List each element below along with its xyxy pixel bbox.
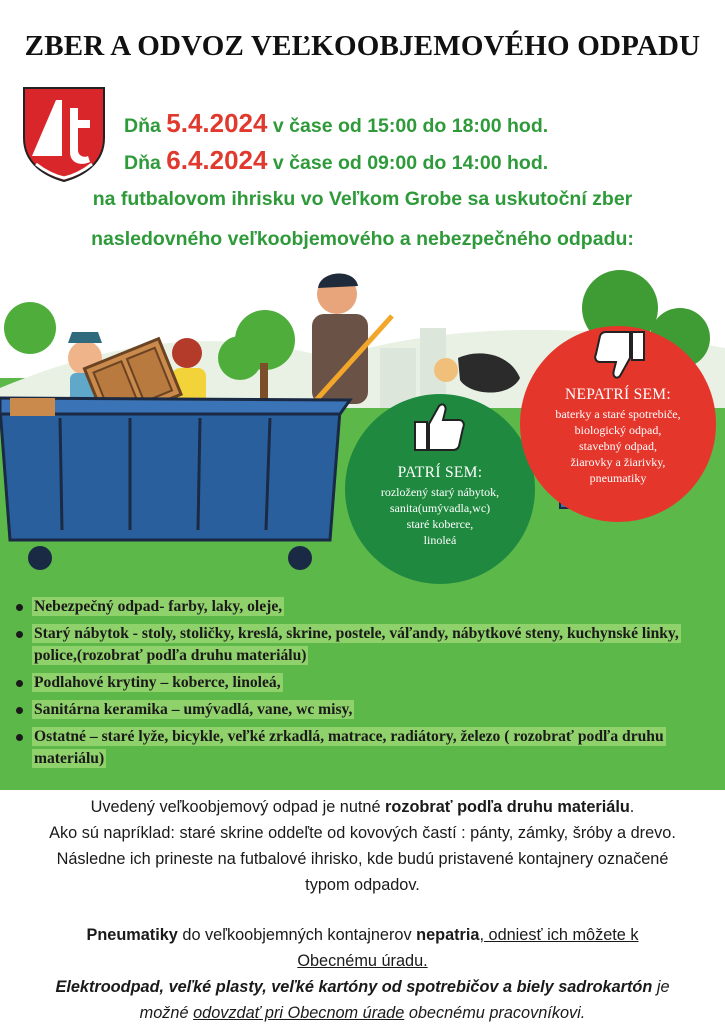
not-belongs-bubble bbox=[520, 326, 716, 522]
text-run: možné bbox=[139, 1004, 194, 1022]
not-belongs-item: žiarovky a žiarivky, bbox=[570, 455, 666, 469]
text-run: Uvedený veľkoobjemový odpad je nutné bbox=[90, 798, 386, 816]
date-prefix: Dňa bbox=[124, 115, 167, 137]
intro-line-2: nasledovného veľkoobjemového a nebezpečného odpadu: bbox=[91, 228, 634, 250]
text-run-underline: odovzdať pri Obecnom úrade bbox=[193, 1004, 405, 1022]
date-value: 6.4.2024 bbox=[166, 145, 268, 175]
list-item-text: Sanitárna keramika – umývadlá, vane, wc misy, bbox=[34, 701, 353, 718]
list-item-text: Starý nábytok - stoly, stoličky, kreslá, skrine, postele, váľandy, nábytkové steny, kuchynské linky, police,(rozobrať podľa druhu materiálu) bbox=[34, 625, 679, 664]
instruction-para-3: Následne ich prineste na futbalové ihrisko, kde budú pristavené kontajnery označené bbox=[56, 850, 669, 868]
text-run-underline: , odniesť ich môžete k bbox=[479, 926, 639, 944]
text-run: obecnému pracovníkovi. bbox=[404, 1004, 586, 1022]
belongs-item: rozložený starý nábytok, bbox=[380, 485, 500, 499]
time-range: v čase od 09:00 do 14:00 hod. bbox=[267, 152, 549, 174]
belongs-here-bubble bbox=[345, 394, 535, 584]
text-run-bold: rozobrať podľa druhu materiálu bbox=[385, 798, 630, 816]
instruction-para-2: Ako sú napríklad: staré skrine oddeľte od kovových častí : pánty, zámky, šróby a drevo. bbox=[49, 824, 676, 842]
list-item-text: Podlahové krytiny – koberce, linoleá, bbox=[34, 674, 281, 691]
not-belongs-item: biologický odpad, bbox=[574, 423, 662, 437]
list-item bbox=[10, 699, 725, 721]
text-run: . bbox=[629, 798, 635, 816]
text-run-bold: Pneumatiky bbox=[86, 926, 178, 944]
electro-note-cont bbox=[0, 1000, 725, 1026]
date-value: 5.4.2024 bbox=[166, 108, 268, 138]
not-belongs-title: NEPATRÍ SEM: bbox=[565, 386, 671, 403]
thumbs-up-icon bbox=[413, 400, 467, 454]
text-run: do veľkoobjemných kontajnerov bbox=[177, 926, 417, 944]
time-range: v čase od 15:00 do 18:00 hod. bbox=[267, 115, 549, 137]
intro-line-1: na futbalovom ihrisku vo Veľkom Grobe sa uskutoční zber bbox=[92, 188, 633, 210]
municipal-crest-icon bbox=[22, 86, 106, 182]
belongs-item: linoleá bbox=[423, 533, 457, 547]
tires-note-cont: Obecnému úradu. bbox=[297, 952, 428, 970]
instructions-text bbox=[0, 794, 725, 1026]
instruction-para-4: typom odpadov. bbox=[305, 876, 420, 894]
list-item bbox=[10, 672, 725, 694]
date-prefix: Dňa bbox=[124, 152, 167, 174]
text-run-bold: Elektroodpad, veľké plasty, veľké kartóny od spotrebičov a biely sadrokartón bbox=[55, 978, 653, 996]
belongs-title: PATRÍ SEM: bbox=[397, 464, 483, 481]
waste-category-list bbox=[10, 596, 725, 775]
text-run: je bbox=[652, 978, 670, 996]
date-line-2 bbox=[124, 145, 548, 176]
not-belongs-list bbox=[520, 406, 716, 486]
list-item-text: Ostatné – staré lyže, bicykle, veľké zrkadlá, matrace, radiátory, železo ( rozobrať podľa druhu materiálu) bbox=[34, 728, 664, 767]
not-belongs-item: stavebný odpad, bbox=[579, 439, 657, 453]
belongs-item: staré koberce, bbox=[406, 517, 474, 531]
not-belongs-item: baterky a staré spotrebiče, bbox=[555, 407, 681, 421]
text-run-bold: nepatria bbox=[416, 926, 480, 944]
list-item bbox=[10, 726, 725, 770]
list-item bbox=[10, 623, 725, 667]
electro-note bbox=[0, 974, 725, 1000]
tires-note bbox=[0, 922, 725, 948]
not-belongs-item: pneumatiky bbox=[589, 471, 647, 485]
thumbs-down-icon bbox=[592, 328, 646, 382]
belongs-item: sanita(umývadla,wc) bbox=[389, 501, 491, 515]
instruction-para-1 bbox=[0, 794, 725, 820]
list-item-text: Nebezpečný odpad- farby, laky, oleje, bbox=[34, 598, 283, 615]
list-item bbox=[10, 596, 725, 618]
date-line-1 bbox=[124, 108, 548, 139]
page-title: ZBER A ODVOZ VEĽKOOBJEMOVÉHO ODPADU bbox=[24, 30, 701, 62]
belongs-list bbox=[345, 484, 535, 548]
